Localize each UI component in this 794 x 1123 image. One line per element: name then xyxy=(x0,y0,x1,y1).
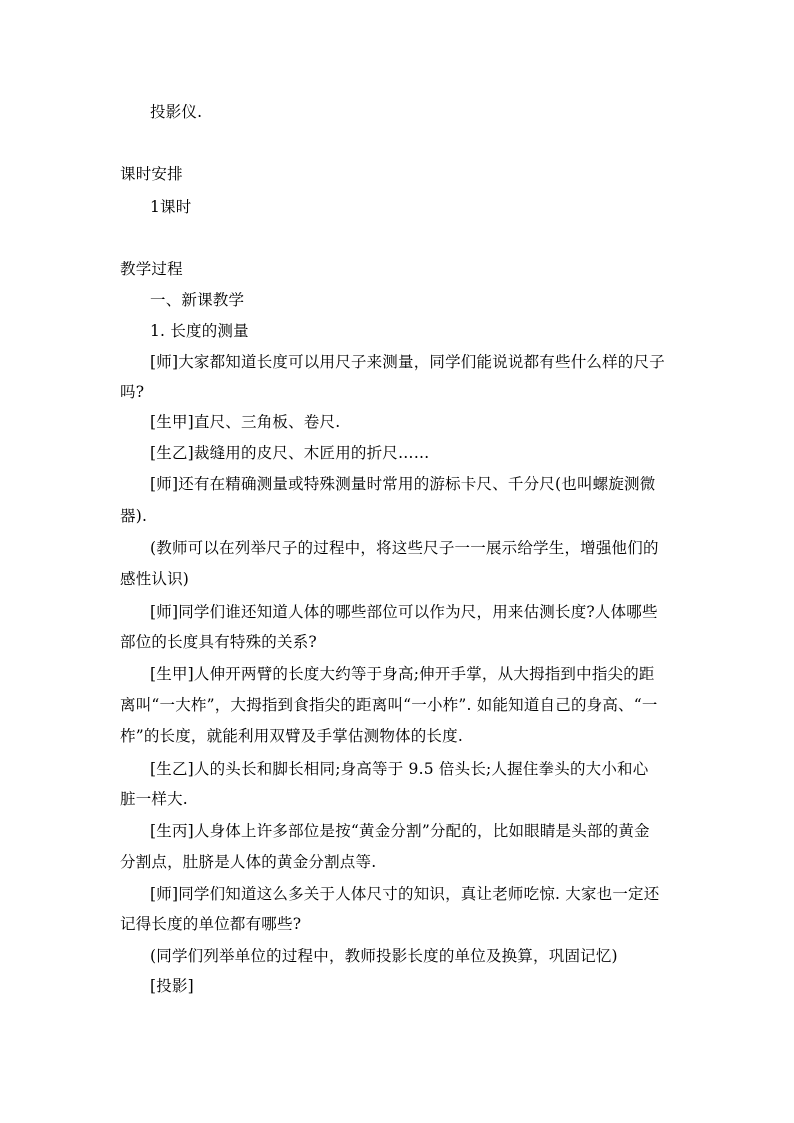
text-line: 脏一样大. xyxy=(120,790,188,808)
text-line: [投影] xyxy=(150,977,194,995)
text-line: [生乙]裁缝用的皮尺、木匠用的折尺…… xyxy=(150,444,430,462)
text-line: [师]同学们谁还知道人体的哪些部位可以作为尺，用来估测长度?人体哪些 xyxy=(150,603,658,621)
text-line: [师]还有在精确测量或特殊测量时常用的游标卡尺、千分尺(也叫螺旋测微 xyxy=(150,475,656,493)
text-line: (教师可以在列举尺子的过程中，将这些尺子一一展示给学生，增强他们的 xyxy=(150,539,659,557)
text-line: 部位的长度具有特殊的关系? xyxy=(120,633,317,651)
text-line: 吗? xyxy=(120,383,145,401)
text-line: 器). xyxy=(120,507,148,525)
sub-heading: 1. 长度的测量 xyxy=(150,322,249,340)
text-line: 记得长度的单位都有哪些? xyxy=(120,915,302,933)
section-heading: 教学过程 xyxy=(120,260,183,278)
sub-heading: 一、新课教学 xyxy=(150,291,245,309)
section-heading: 课时安排 xyxy=(120,165,183,183)
text-line: [生甲]直尺、三角板、卷尺. xyxy=(150,413,341,431)
text-line: 投影仪. xyxy=(150,103,203,121)
text-line: [生甲]人伸开两臂的长度大约等于身高;伸开手掌，从大拇指到中指尖的距 xyxy=(150,665,655,683)
text-line: 分割点，肚脐是人体的黄金分割点等. xyxy=(120,853,377,871)
text-line: [生乙]人的头长和脚长相同;身高等于 9.5 倍头长;人握住拳头的大小和心 xyxy=(150,760,649,778)
text-line: [师]同学们知道这么多关于人体尺寸的知识，真让老师吃惊. 大家也一定还 xyxy=(150,885,660,903)
text-line: 1课时 xyxy=(150,198,192,216)
text-line: 离叫“一大柞”，大拇指到食指尖的距离叫“一小柞”. 如能知道自己的身高、“一 xyxy=(120,696,658,714)
text-line: 感性认识) xyxy=(120,570,190,588)
text-line: 柞”的长度，就能利用双臂及手掌估测物体的长度. xyxy=(120,727,463,745)
text-line: (同学们列举单位的过程中，教师投影长度的单位及换算，巩固记忆) xyxy=(150,947,618,965)
text-line: [师]大家都知道长度可以用尺子来测量，同学们能说说都有些什么样的尺子 xyxy=(150,353,665,371)
text-line: [生丙]人身体上许多部位是按“黄金分割”分配的，比如眼睛是头部的黄金 xyxy=(150,822,650,840)
